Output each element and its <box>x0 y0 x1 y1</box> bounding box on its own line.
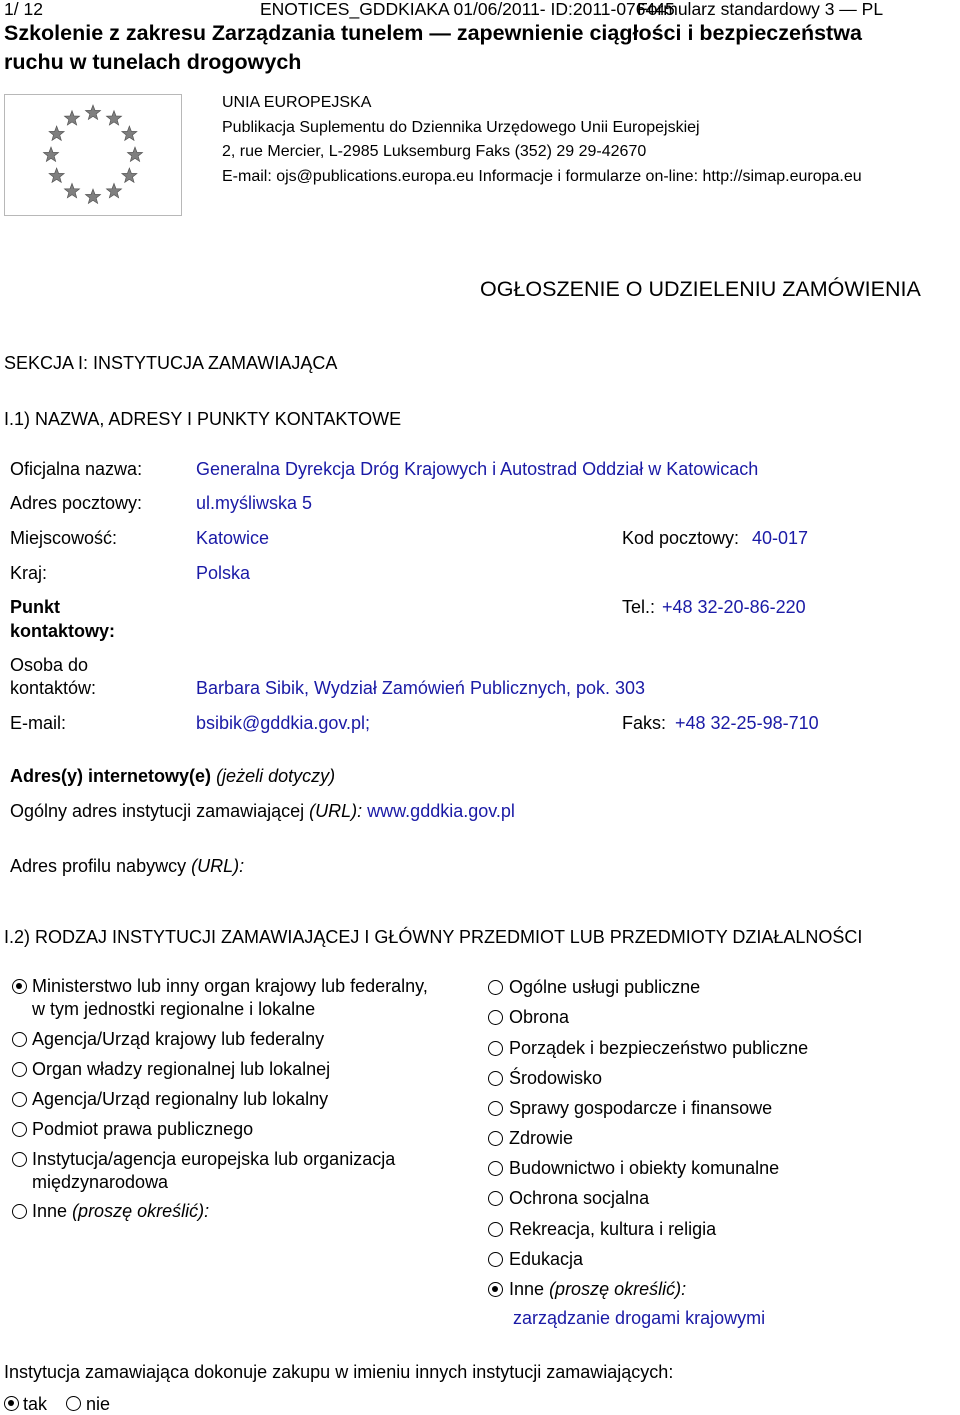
authority-type-option-radio[interactable] <box>12 1122 27 1137</box>
country-label: Kraj: <box>10 563 48 583</box>
eu-star-icon <box>106 111 121 125</box>
official-name-value: Generalna Dyrekcja Dróg Krajowych i Autostrad Oddział w Katowicach <box>196 459 759 479</box>
tel-value: +48 32-20-86-220 <box>662 597 806 617</box>
on-behalf-no-label: nie <box>86 1394 111 1414</box>
authority-type-option-radio[interactable] <box>12 1152 27 1167</box>
authority-type-option-label <box>32 1058 330 1081</box>
contact-point-label-line-1: Punkt <box>10 597 61 617</box>
eu-star-icon <box>122 126 137 140</box>
eu-star-icon <box>49 126 64 140</box>
country-value: Polska <box>196 563 251 583</box>
buyer-profile-row <box>10 855 244 877</box>
page-number: 1/ 12 <box>4 0 43 19</box>
activity-option-text: Ogólne usługi publiczne <box>509 977 701 997</box>
eu-star-icon <box>85 189 100 203</box>
activity-option-radio[interactable] <box>488 1041 503 1056</box>
authority-type-option-text: Agencja/Urząd regionalny lub lokalny <box>32 1089 329 1109</box>
eu-name: UNIA EUROPEJSKA <box>222 94 372 111</box>
activity-option-label <box>509 1248 583 1271</box>
general-address-row <box>10 800 515 822</box>
activity-option-radio[interactable] <box>488 1222 503 1237</box>
activity-option-label <box>509 1157 779 1180</box>
authority-type-option-radio[interactable] <box>12 1204 27 1219</box>
subsection-1-title: I.1) NAZWA, ADRESY I PUNKTY KONTAKTOWE <box>4 409 402 429</box>
activity-option-note: (proszę określić): <box>549 1279 687 1299</box>
eu-publication: Publikacja Suplementu do Dziennika Urzędowego Unii Europejskiej <box>222 119 700 136</box>
postcode-value: 40-017 <box>752 528 809 548</box>
eu-star-icon <box>122 168 137 182</box>
internet-addresses-heading <box>10 765 335 787</box>
authority-type-option-radio[interactable] <box>12 979 27 994</box>
activity-option-label <box>509 1006 569 1029</box>
activity-option-radio[interactable] <box>488 1282 503 1297</box>
activity-option-text: Rekreacja, kultura i religia <box>509 1219 717 1239</box>
authority-type-option-label <box>32 1148 395 1193</box>
section-title: SEKCJA I: INSTYTUCJA ZAMAWIAJĄCA <box>4 353 338 373</box>
eu-contact: E-mail: ojs@publications.europa.eu Informacje i formularze on-line: http://simap.europa.eu <box>222 168 862 185</box>
activity-option-label <box>509 1187 649 1210</box>
fax-value: +48 32-25-98-710 <box>675 713 819 733</box>
authority-type-option-text: Inne <box>32 1201 68 1221</box>
eu-stars-graphic <box>5 95 181 215</box>
activity-option-label <box>509 1067 602 1090</box>
eu-star-icon <box>85 105 100 119</box>
activity-option-text: Ochrona socjalna <box>509 1188 650 1208</box>
authority-type-option-radio[interactable] <box>12 1032 27 1047</box>
tel-label: Tel.: <box>622 597 656 617</box>
activity-option-radio[interactable] <box>488 1131 503 1146</box>
activity-option-radio[interactable] <box>488 1161 503 1176</box>
email-label: E-mail: <box>10 713 67 733</box>
activity-option-radio[interactable] <box>488 980 503 995</box>
city-value: Katowice <box>196 528 270 548</box>
contact-person-label-line-1: Osoba do <box>10 655 89 675</box>
fax-label: Faks: <box>622 713 667 733</box>
on-behalf-yes-radio[interactable] <box>4 1396 19 1411</box>
general-url-label: (URL): <box>309 801 363 821</box>
contact-person-label-line-2: kontaktów: <box>10 678 97 698</box>
buyer-profile-label: Adres profilu nabywcy <box>10 856 187 876</box>
authority-type-option-radio[interactable] <box>12 1062 27 1077</box>
official-name-label: Oficjalna nazwa: <box>10 459 143 479</box>
postal-address-value: ul.myśliwska 5 <box>196 493 313 513</box>
activity-option-radio[interactable] <box>488 1071 503 1086</box>
activity-option-text: Inne <box>509 1279 545 1299</box>
buyer-profile-url-label: (URL): <box>191 856 245 876</box>
eu-address: 2, rue Mercier, L-2985 Luksemburg Faks (352) 29 29-42670 <box>222 143 647 160</box>
activity-option-text: Środowisko <box>509 1068 603 1088</box>
activity-option-radio[interactable] <box>488 1191 503 1206</box>
contact-point-label-line-2: kontaktowy: <box>10 621 116 641</box>
activity-option-label <box>509 1127 573 1150</box>
authority-type-option-text-line-2: międzynarodowa <box>32 1171 169 1192</box>
authority-type-option-label <box>32 1200 209 1223</box>
form-label: Formularz standardowy 3 — PL <box>637 0 884 19</box>
city-label: Miejscowość: <box>10 528 118 548</box>
on-behalf-question: Instytucja zamawiająca dokonuje zakupu w imieniu innych instytucji zamawiających: <box>4 1362 674 1382</box>
authority-type-option-note: (proszę określić): <box>72 1201 210 1221</box>
internet-heading-note: (jeżeli dotyczy) <box>216 766 336 786</box>
authority-type-option-label <box>32 1118 253 1141</box>
activity-option-radio[interactable] <box>488 1010 503 1025</box>
on-behalf-no-radio[interactable] <box>66 1396 81 1411</box>
authority-type-option-label <box>32 1028 324 1051</box>
general-address-label: Ogólny adres instytucji zamawiającej <box>10 801 305 821</box>
authority-type-option-radio[interactable] <box>12 1092 27 1107</box>
subsection-2-title: I.2) RODZAJ INSTYTUCJI ZAMAWIAJĄCEJ I GŁÓWNY PRZEDMIOT LUB PRZEDMIOTY DZIAŁALNOŚCI <box>4 927 863 947</box>
internet-heading-text: Adres(y) internetowy(e) <box>10 766 212 786</box>
activity-option-label <box>509 1097 772 1120</box>
activity-option-label <box>509 1218 716 1241</box>
document-title-line-1: Szkolenie z zakresu Zarządzania tunelem — zapewnienie ciągłości i bezpieczeństwa <box>4 21 862 45</box>
eu-star-icon <box>127 147 142 161</box>
document-title-line-2: ruchu w tunelach drogowych <box>4 50 302 74</box>
activity-option-radio[interactable] <box>488 1101 503 1116</box>
general-url-value[interactable]: www.gddkia.gov.pl <box>367 801 515 821</box>
authority-type-option-text: Agencja/Urząd krajowy lub federalny <box>32 1029 325 1049</box>
authority-type-option-text-line-2: w tym jednostki regionalne i lokalne <box>32 998 316 1019</box>
activity-option-text: Porządek i bezpieczeństwo publiczne <box>509 1038 809 1058</box>
eu-star-icon <box>106 183 121 197</box>
other-activity-value: zarządzanie drogami krajowymi <box>513 1308 766 1328</box>
authority-type-option-text: Instytucja/agencja europejska lub organizacja <box>32 1149 396 1169</box>
authority-type-option-text: Organ władzy regionalnej lub lokalnej <box>32 1059 331 1079</box>
activity-option-label <box>509 976 700 999</box>
on-behalf-yes-label: tak <box>23 1394 48 1414</box>
notice-id: ENOTICES_GDDKIAKA 01/06/2011- ID:2011-076445 <box>260 0 675 19</box>
eu-star-icon <box>43 147 58 161</box>
authority-type-option-text: Ministerstwo lub inny organ krajowy lub federalny, <box>32 976 428 996</box>
eu-star-icon <box>49 168 64 182</box>
postal-address-label: Adres pocztowy: <box>10 493 143 513</box>
activity-option-text: Edukacja <box>509 1249 584 1269</box>
authority-type-option-label <box>32 1088 328 1111</box>
activity-option-radio[interactable] <box>488 1252 503 1267</box>
postcode-label: Kod pocztowy: <box>622 528 740 548</box>
contact-person-value: Barbara Sibik, Wydział Zamówień Publicznych, pok. 303 <box>196 678 646 698</box>
notice-title: OGŁOSZENIE O UDZIELENIU ZAMÓWIENIA <box>480 277 921 301</box>
authority-type-option-label <box>32 975 428 1020</box>
activity-option-label <box>509 1278 686 1301</box>
activity-option-text: Obrona <box>509 1007 570 1027</box>
activity-option-text: Sprawy gospodarcze i finansowe <box>509 1098 773 1118</box>
authority-type-option-text: Podmiot prawa publicznego <box>32 1119 254 1139</box>
activity-option-text: Budownictwo i obiekty komunalne <box>509 1158 780 1178</box>
activity-option-text: Zdrowie <box>509 1128 574 1148</box>
eu-flag-icon <box>4 94 182 216</box>
eu-star-icon <box>64 183 79 197</box>
activity-option-label <box>509 1037 808 1060</box>
eu-star-icon <box>64 111 79 125</box>
email-value[interactable]: bsibik@gddkia.gov.pl; <box>196 713 371 733</box>
